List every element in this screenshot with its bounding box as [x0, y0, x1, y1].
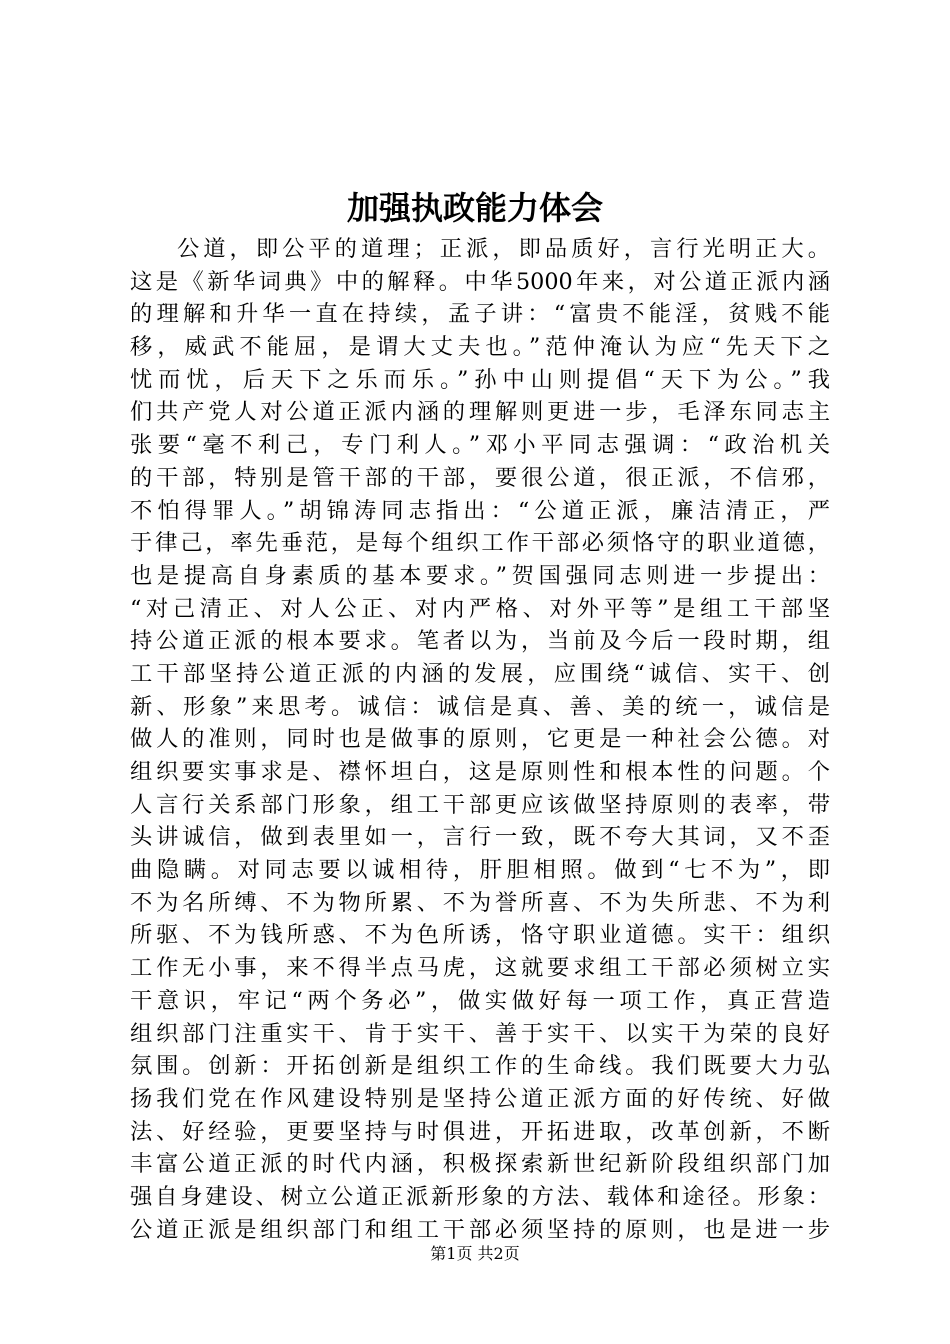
body-line: 这是《新华词典》中的解释。中华5000年来，对公道正派内涵: [130, 268, 830, 295]
body-line: 的干部，特别是管干部的干部，要很公道，很正派，不信邪，: [130, 464, 830, 491]
body-line: 工干部坚持公道正派的内涵的发展，应围绕“诚信、实干、创: [130, 660, 830, 687]
body-line: 于律己，率先垂范，是每个组织工作干部必须恪守的职业道德，: [130, 530, 830, 557]
body-line: 法、好经验，更要坚持与时俱进，开拓进取，改革创新，不断: [130, 1118, 830, 1145]
body-line: 氛围。创新：开拓创新是组织工作的生命线。我们既要大力弘: [130, 1053, 830, 1080]
document-body: [130, 233, 830, 1246]
body-line: 也是提高自身素质的基本要求。”贺国强同志则进一步提出：: [130, 562, 830, 589]
body-line: 公道正派是组织部门和组工干部必须坚持的原则，也是进一步: [130, 1216, 830, 1243]
body-line: 丰富公道正派的时代内涵，积极探索新世纪新阶段组织部门加: [130, 1151, 830, 1178]
document-title: 加强执政能力体会: [346, 189, 603, 227]
body-line: 工作无小事，来不得半点马虎，这就要求组工干部必须树立实: [130, 955, 830, 982]
body-line: 公道，即公平的道理；正派，即品质好，言行光明正大。: [177, 236, 830, 262]
body-line: 干意识，牢记“两个务必”，做实做好每一项工作，真正营造: [130, 987, 830, 1014]
page-footer: 第1页 共2页: [430, 1244, 520, 1263]
body-line: 组织部门注重实干、肯于实干、善于实干、以实干为荣的良好: [130, 1020, 830, 1047]
body-line: 人言行关系部门形象，组工干部更应该做坚持原则的表率，带: [130, 791, 830, 818]
body-line: 新、形象”来思考。诚信：诚信是真、善、美的统一，诚信是: [130, 693, 830, 720]
body-line: 移，威武不能屈，是谓大丈夫也。”范仲淹认为应“先天下之: [130, 334, 830, 361]
body-line: 强自身建设、树立公道正派新形象的方法、载体和途径。形象：: [130, 1183, 830, 1210]
body-line: 张要“毫不利己，专门利人。”邓小平同志强调：“政治机关: [130, 432, 830, 459]
body-line: 头讲诚信，做到表里如一，言行一致，既不夸大其词，又不歪: [130, 824, 830, 851]
body-line: 不怕得罪人。”胡锦涛同志指出：“公道正派，廉洁清正，严: [130, 497, 830, 524]
body-line: “对己清正、对人公正、对内严格、对外平等”是组工干部坚: [130, 595, 830, 622]
body-line: 组织要实事求是、襟怀坦白，这是原则性和根本性的问题。个: [130, 759, 830, 785]
body-line: 们共产党人对公道正派内涵的理解则更进一步，毛泽东同志主: [130, 399, 830, 426]
body-line: 忧而忧，后天下之乐而乐。”孙中山则提倡“天下为公。”我: [130, 366, 830, 393]
body-line: 做人的准则，同时也是做事的原则，它更是一种社会公德。对: [130, 726, 830, 753]
body-line: 曲隐瞒。对同志要以诚相待，肝胆相照。做到“七不为”，即: [130, 857, 830, 884]
body-line: 所驱、不为钱所惑、不为色所诱，恪守职业道德。实干：组织: [130, 922, 830, 949]
body-line: 扬我们党在作风建设特别是坚持公道正派方面的好传统、好做: [130, 1085, 830, 1112]
body-line: 的理解和升华一直在持续，孟子讲：“富贵不能淫，贫贱不能: [130, 301, 830, 328]
body-line: 持公道正派的根本要求。笔者以为，当前及今后一段时期，组: [130, 628, 830, 655]
body-line: 不为名所缚、不为物所累、不为誉所喜、不为失所悲、不为利: [130, 889, 830, 916]
